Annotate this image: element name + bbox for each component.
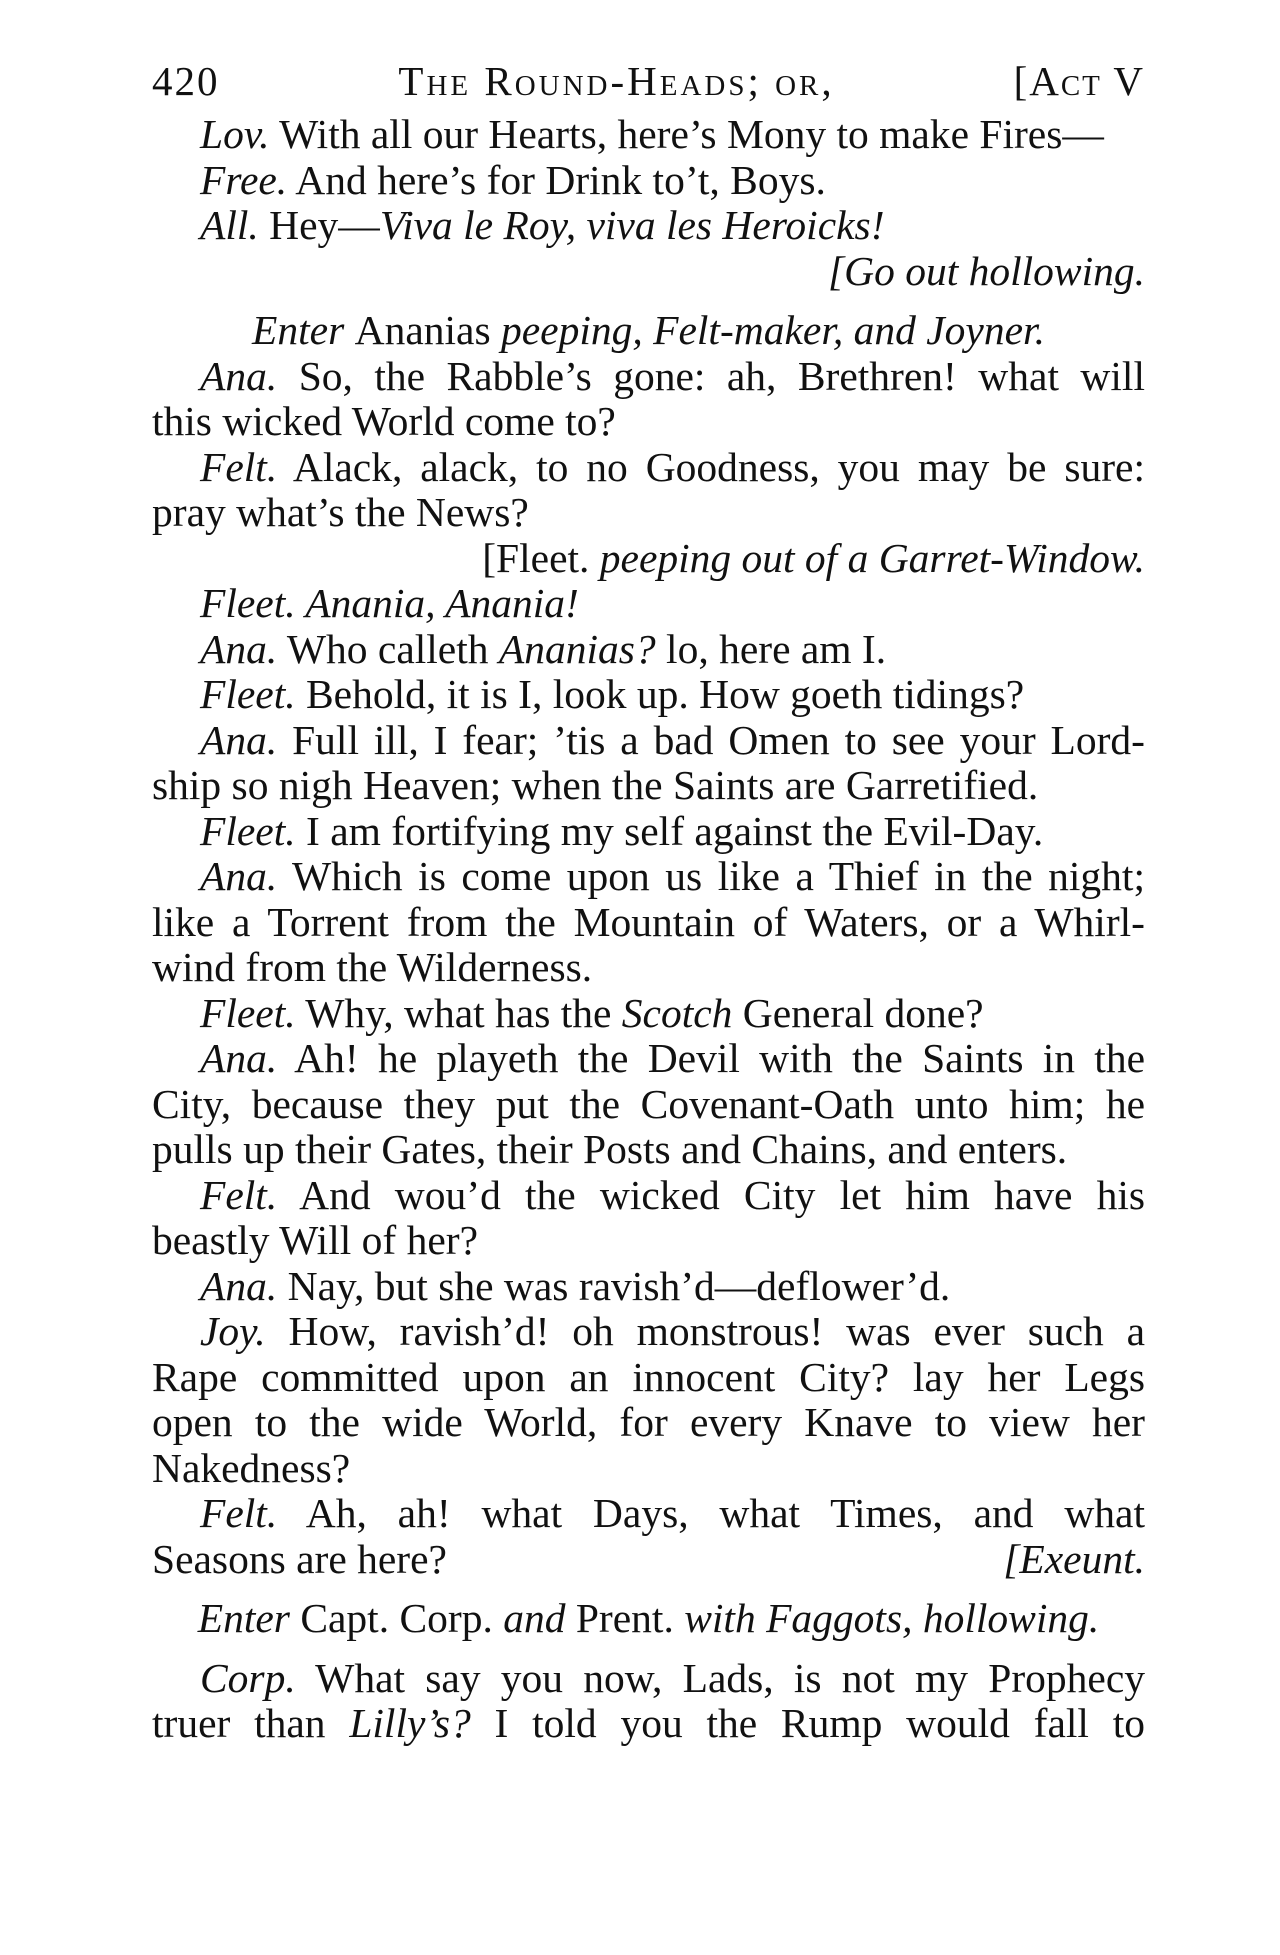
speaker-name: Ana. xyxy=(200,625,278,672)
speech-line: Ana. Which is come upon us like a Thief in the night; xyxy=(200,853,1145,899)
book-page xyxy=(152,52,1145,1747)
speech-line: Felt. Ah, ah! what Days, what Times, and what xyxy=(200,1490,1145,1536)
speaker-name: Free. xyxy=(200,156,288,203)
speaker-name: Felt. xyxy=(200,443,278,490)
running-title: The Round-Heads; or, xyxy=(398,58,835,104)
speaker-name: Ana. xyxy=(200,1035,278,1081)
speech-continuation: this wicked World come to? xyxy=(152,398,616,444)
speaker-name: Joy. xyxy=(200,1308,266,1354)
speech-continuation: City, because they put the Covenant-Oath unto him; he xyxy=(152,1080,1145,1127)
stage-direction: Enter Ananias peeping, Felt-maker, and Joyner. xyxy=(252,307,1045,353)
speech-line: Ana. Ah! he playeth the Devil with the Saints in the xyxy=(200,1035,1145,1081)
speech-line: Fleet. I am fortifying my self against the Evil-Day. xyxy=(200,807,1044,854)
running-header xyxy=(152,52,1145,110)
speech-line: Lov. With all our Hearts, here’s Mony to make Fires— xyxy=(200,111,1104,157)
speech-continuation: Seasons are here? [Exeunt. xyxy=(152,1535,1145,1582)
act-marker: [Act V xyxy=(1013,58,1145,104)
speech-line: Ana. Full ill, I fear; ’tis a bad Omen to see your Lord- xyxy=(200,716,1145,763)
exit-direction: [Exeunt. xyxy=(1003,1535,1145,1582)
speech-continuation: Nakedness? xyxy=(152,1444,351,1491)
speech-line: Corp. What say you now, Lads, is not my Prophecy xyxy=(200,1654,1145,1701)
speech-continuation: open to the wide World, for every Knave to view her xyxy=(152,1399,1145,1445)
speaker-name: Felt. xyxy=(200,1171,278,1218)
speaker-name: All. xyxy=(200,202,259,248)
speaker-name: Ana. xyxy=(200,1262,278,1309)
speaker-name: Lov. xyxy=(200,111,270,157)
stage-direction: [Fleet. peeping out of a Garret-Window. xyxy=(482,534,1145,581)
speaker-name: Fleet. xyxy=(200,989,296,1036)
speaker-name: Fleet. xyxy=(200,671,296,717)
speech-line: All. Hey—Viva le Roy, viva les Heroicks! xyxy=(200,202,885,248)
play-text xyxy=(152,112,1145,1747)
speaker-name: Ana. xyxy=(200,716,278,763)
speaker-name: Fleet. xyxy=(200,580,296,626)
speech-line: Fleet. Anania, Anania! xyxy=(200,580,579,626)
speaker-name: Ana. xyxy=(200,352,278,399)
stage-direction: [Go out hollowing. xyxy=(827,247,1145,294)
speech-continuation: truer than Lilly’s? I told you the Rump would fall to xyxy=(152,1700,1145,1746)
speech-line: Ana. Nay, but she was ravish’d—deflower’d. xyxy=(200,1262,951,1309)
speaker-name: Felt. xyxy=(200,1490,278,1536)
page-number: 420 xyxy=(152,58,220,104)
speech-line: Fleet. Behold, it is I, look up. How goeth tidings? xyxy=(200,671,1025,717)
speaker-name: Fleet. xyxy=(200,807,296,854)
speech-line: Ana. Who calleth Ananias? lo, here am I. xyxy=(200,625,887,672)
speech-continuation: wind from the Wilderness. xyxy=(152,944,593,990)
speech-continuation: ship so nigh Heaven; when the Saints are Garretified. xyxy=(152,762,1039,808)
speech-line: Felt. And wou’d the wicked City let him have his xyxy=(200,1171,1145,1218)
speaker-name: Corp. xyxy=(200,1654,296,1701)
speech-continuation: pray what’s the News? xyxy=(152,489,529,535)
speech-continuation: beastly Will of her? xyxy=(152,1217,479,1263)
speech-continuation: Rape committed upon an innocent City? lay her Legs xyxy=(152,1353,1145,1400)
stage-direction: Enter Capt. Corp. and Prent. with Faggots, hollowing. xyxy=(197,1595,1100,1641)
speech-continuation: pulls up their Gates, their Posts and Chains, and enters. xyxy=(152,1126,1068,1172)
speech-line: Fleet. Why, what has the Scotch General done? xyxy=(200,989,984,1036)
speech-line: Ana. So, the Rabble’s gone: ah, Brethren! what will xyxy=(200,352,1145,399)
speaker-name: Ana. xyxy=(200,853,278,899)
speech-line: Free. And here’s for Drink to’t, Boys. xyxy=(200,156,826,203)
speech-continuation: like a Torrent from the Mountain of Waters, or a Whirl- xyxy=(152,898,1145,945)
speech-line: Joy. How, ravish’d! oh monstrous! was ever such a xyxy=(200,1308,1145,1354)
speech-line: Felt. Alack, alack, to no Goodness, you may be sure: xyxy=(200,443,1145,490)
